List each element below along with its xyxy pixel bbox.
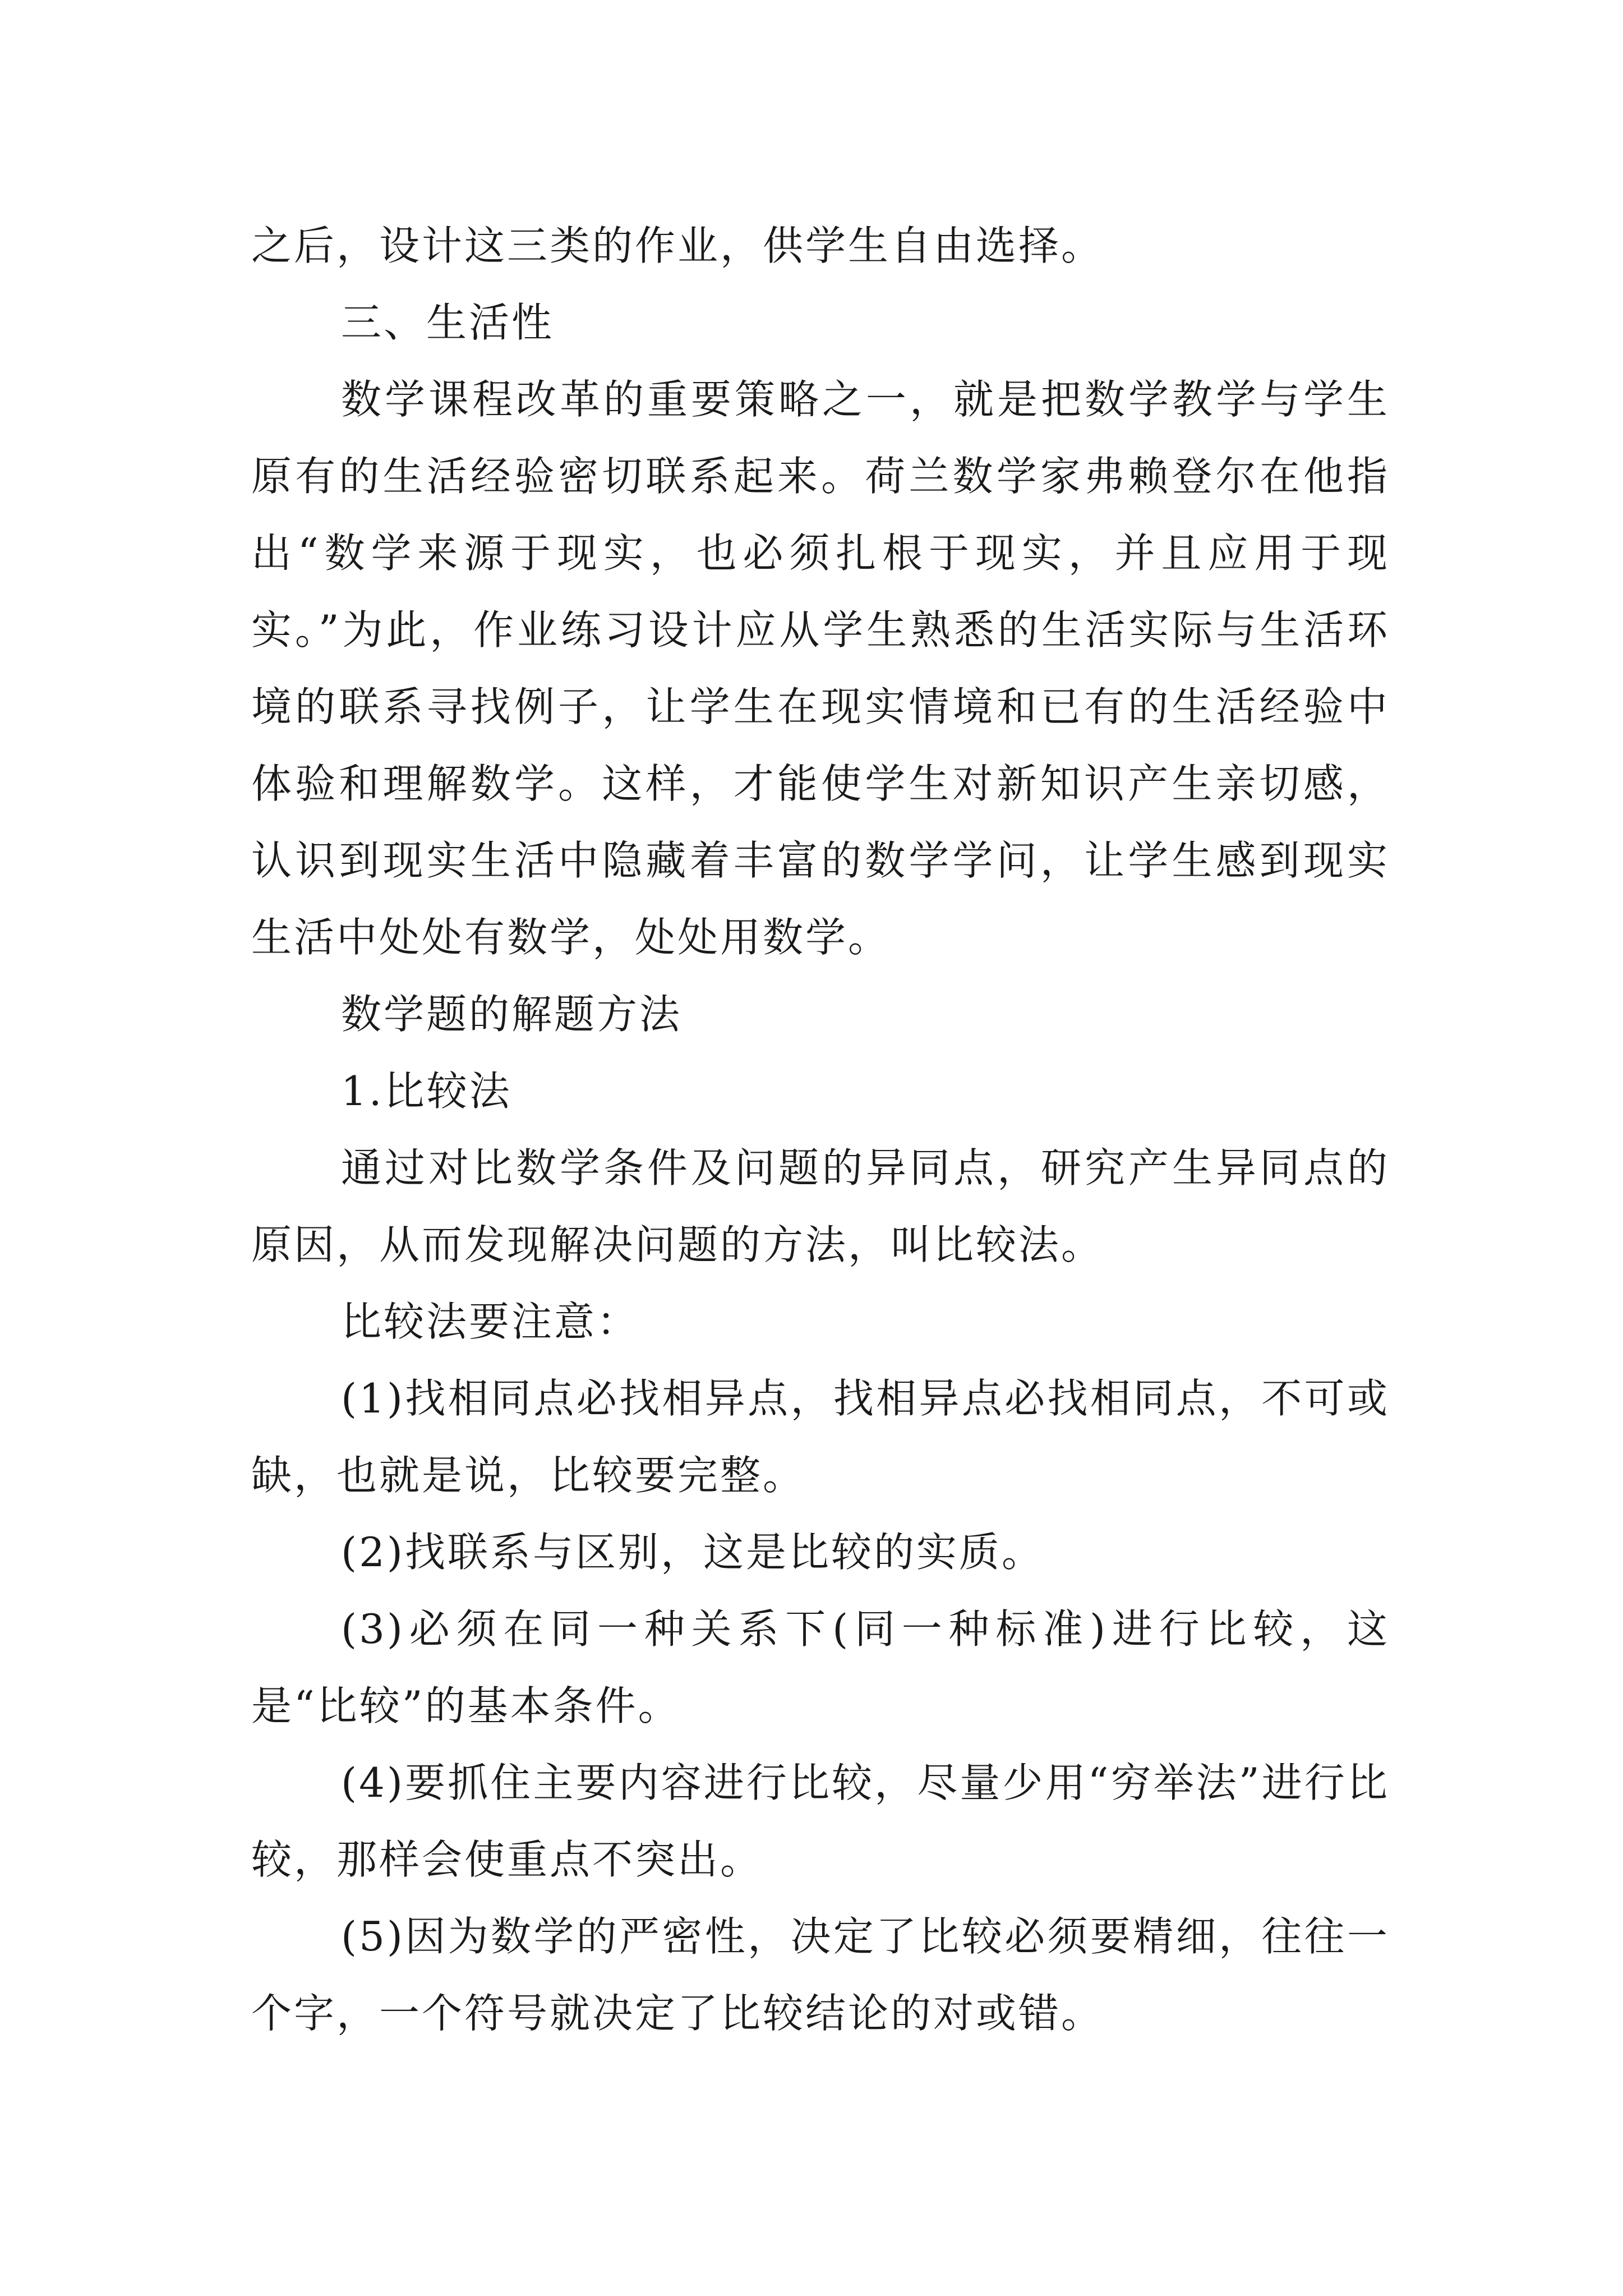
section-heading-life: 三、生活性 (341, 299, 555, 346)
list-item-note-4: (4)要抓住主要内容进行比较，尽量少用“穷举法”进行比较，那样会使重点不突出。 (251, 1759, 1390, 1883)
paragraph-compare-notes-intro: 比较法要注意： (341, 1298, 640, 1345)
subheading-compare-method: 1.比较法 (341, 1068, 512, 1115)
list-item-note-1: (1)找相同点必找相异点，找相异点必找相同点，不可或缺，也就是说，比较要完整。 (251, 1375, 1390, 1499)
paragraph-life: 数学课程改革的重要策略之一，就是把数学教学与学生原有的生活经验密切联系起来。荷兰数学家弗赖登尔在他指出“数学来源于现实，也必须扎根于现实，并且应用于现实。”为此，作业练习设计应从学生熟悉的生活实际与生活环境的联系寻找例子，让学生在现实情境和已有的生活经验中体验和理解数学。这样，才能使学生对新知识产生亲切感，认识到现实生活中隐藏着丰富的数学学问，让学生感到现实生活中处处有数学，处处用数学。 (251, 376, 1390, 961)
list-item-note-2: (2)找联系与区别，这是比较的实质。 (341, 1529, 1044, 1576)
document-body (251, 208, 1390, 2052)
section-heading-methods: 数学题的解题方法 (341, 991, 683, 1038)
list-item-note-5: (5)因为数学的严密性，决定了比较必须要精细，往往一个字，一个符号就决定了比较结论的对或错。 (251, 1913, 1390, 2037)
list-item-note-3: (3)必须在同一种关系下(同一种标准)进行比较，这是“比较”的基本条件。 (251, 1605, 1390, 1729)
paragraph-intro-tail: 之后，设计这三类的作业，供学生自由选择。 (251, 222, 1104, 269)
paragraph-compare-definition: 通过对比数学条件及问题的异同点，研究产生异同点的原因，从而发现解决问题的方法，叫比较法。 (251, 1144, 1390, 1268)
